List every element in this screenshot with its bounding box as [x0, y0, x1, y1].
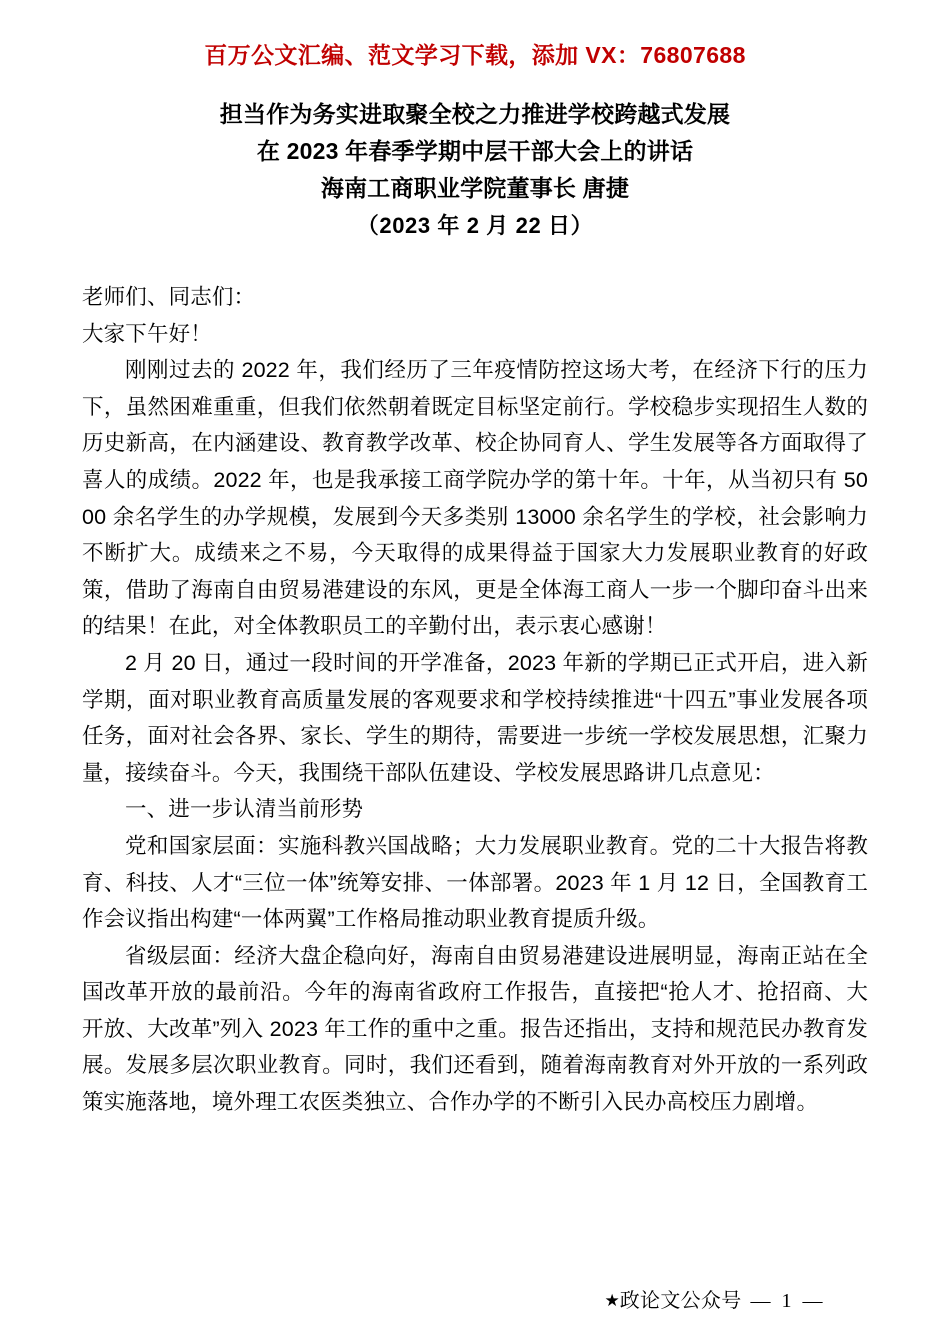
greeting-line: 大家下午好！	[82, 321, 212, 346]
body-paragraph: 2 月 20 日，通过一段时间的开学准备，2023 年新的学期已正式开启，进入新学期，面对职业教育高质量发展的客观要求和学校持续推进“十四五”事业发展各项任务，面对社会各界、家长、学生的期待，需要进一步统一学校发展思想，汇聚力量，接续奋斗。今天，我围绕干部队伍建设、学校发展思路讲几点意见：	[82, 650, 868, 785]
document-date-line: （2023 年 2 月 22 日）	[356, 213, 594, 238]
page-footer	[0, 1288, 950, 1314]
section-heading-one: 一、进一步认清当前形势	[125, 797, 364, 822]
document-body	[82, 279, 868, 1121]
body-paragraph: 党和国家层面：实施科教兴国战略；大力发展职业教育。党的二十大报告将教育、科技、人才“三位一体”统筹安排、一体部署。2023 年 1 月 12 日，全国教育工作会议指出构建“一体两翼”工作格局推动职业教育提质升级。	[82, 833, 868, 932]
body-paragraph: 刚刚过去的 2022 年，我们经历了三年疫情防控这场大考，在经济下行的压力下，虽然困难重重，但我们依然朝着既定目标坚定前行。学校稳步实现招生人数的历史新高，在内涵建设、教育教学改革、校企协同育人、学生发展等各方面取得了喜人的成绩。2022 年，也是我承接工商学院办学的第十年。十年，从当初只有 5000 余名学生的办学规模，发展到今天多类别 13000 余名学生的学校，社会影响力不断扩大。成绩来之不易，今天取得的成果得益于国家大力发展职业教育的好政策，借助了海南自由贸易港建设的东风，更是全体海工商人一步一个脚印奋斗出来的结果！在此，对全体教职员工的辛勤付出，表示衷心感谢！	[82, 358, 868, 639]
body-paragraph: 省级层面：经济大盘企稳向好，海南自由贸易港建设进展明显，海南正站在全国改革开放的最前沿。今年的海南省政府工作报告，直接把“抢人才、抢招商、大开放、大改革”列入 2023 年工作的重中之重。报告还指出，支持和规范民办教育发展。发展多层次职业教育。同时，我们还看到，随着海南教育对外开放的一系列政策实施落地，境外理工农医类独立、合作办学的不断引入民办高校压力剧增。	[82, 943, 868, 1115]
footer-brand-label: 政论文公众号	[619, 1290, 742, 1312]
document-title-line-2: 在 2023 年春季学期中层干部大会上的讲话	[256, 138, 694, 164]
star-icon: ★	[604, 1291, 620, 1310]
document-title-line-1: 担当作为务实进取聚全校之力推进学校跨越式发展	[219, 101, 731, 127]
salutation-line: 老师们、同志们：	[82, 285, 256, 309]
footer-inner	[604, 1288, 825, 1314]
promo-header-text: 百万公文汇编、范文学习下载，添加 VX：76807688	[204, 42, 746, 68]
document-author-line: 海南工商职业学院董事长 唐捷	[320, 175, 630, 201]
title-block	[0, 96, 950, 244]
page-number: — 1 —	[750, 1290, 826, 1312]
